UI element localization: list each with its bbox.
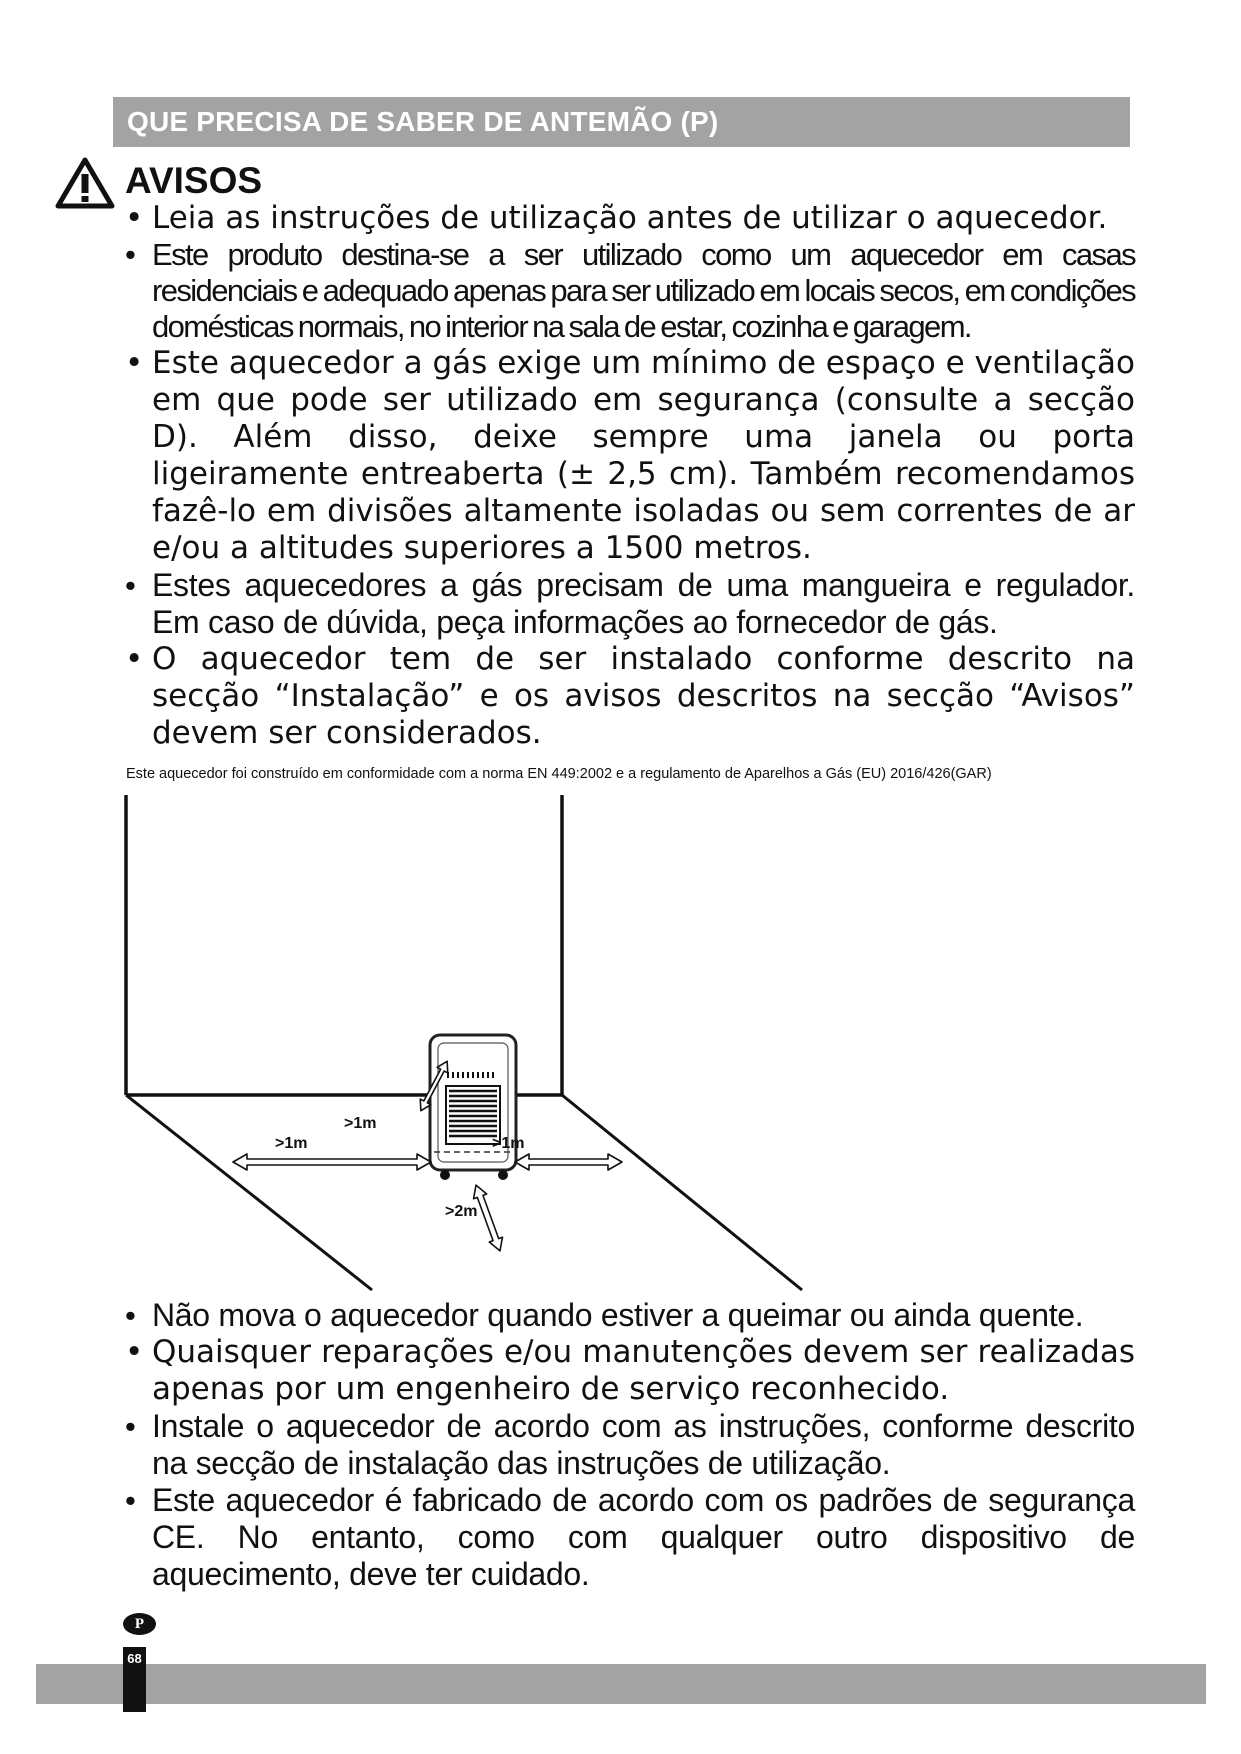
norm-compliance-note: Este aquecedor foi construído em conformidade com a norma EN 449:2002 e a regulamento de Aparelhos a Gás (EU) 2016/426(GAR): [126, 766, 992, 782]
list-item: • O aquecedor tem de ser instalado conforme descrito na secção “Instalação” e os avisos descritos na secção “Avisos” devem ser considerados.: [125, 641, 1135, 752]
list-item: • Leia as instruções de utilização antes de utilizar o aquecedor.: [125, 200, 1135, 237]
clearance-label-left: >1m: [275, 1135, 308, 1152]
clearance-label-front: >2m: [445, 1203, 478, 1220]
list-item: • Este aquecedor a gás exige um mínimo de espaço e ventilação em que pode ser utilizado em segurança (consulte a secção D). Além disso, deixe sempre uma janela ou porta ligeiramente entreaberta (± 2,5 cm). Também recomendamos fazê-lo em divisões altamente isoladas ou sem correntes de ar e/ou a altitudes superiores a 1500 metros.: [125, 345, 1135, 567]
clearance-diagram: [100, 795, 820, 1300]
arrow-right-clearance: [515, 1154, 622, 1170]
list-item: • Este produto destina-se a ser utilizado como um aquecedor em casas residenciais e adequado apenas para ser utilizado em locais secos, em condições domésticas normais, no interior na sala de estar, cozinha e garagem.: [125, 237, 1135, 345]
warnings-list-bottom: [125, 1297, 1135, 1593]
list-item: • Não mova o aquecedor quando estiver a queimar ou ainda quente.: [125, 1297, 1135, 1334]
warning-triangle-icon: [55, 157, 115, 209]
section-header-title: QUE PRECISA DE SABER DE ANTEMÃO (P): [127, 106, 719, 137]
section-header-bar: [113, 97, 1130, 147]
list-item: • Este aquecedor é fabricado de acordo com os padrões de segurança CE. No entanto, como com qualquer outro dispositivo de aquecimento, deve ter cuidado.: [125, 1482, 1135, 1593]
language-badge: P: [123, 1613, 156, 1635]
arrow-left-clearance: [233, 1154, 431, 1170]
list-item: • Quaisquer reparações e/ou manutenções devem ser realizadas apenas por um engenheiro de serviço reconhecido.: [125, 1334, 1135, 1408]
warnings-title: AVISOS: [125, 160, 263, 201]
warnings-list-top: [125, 200, 1135, 752]
floor-edge-left: [126, 1095, 372, 1290]
clearance-label-right: >1m: [492, 1135, 525, 1152]
page-number-box: [123, 1647, 146, 1712]
heater-illustration: [430, 1035, 516, 1180]
footer-bar: [36, 1664, 1206, 1704]
page-number: 68: [127, 1651, 142, 1666]
floor-edge-right: [562, 1095, 802, 1290]
clearance-label-back: >1m: [344, 1115, 377, 1132]
list-item: • Instale o aquecedor de acordo com as instruções, conforme descrito na secção de instalação das instruções de utilização.: [125, 1408, 1135, 1482]
list-item: • Estes aquecedores a gás precisam de uma mangueira e regulador. Em caso de dúvida, peça informações ao fornecedor de gás.: [125, 567, 1135, 641]
